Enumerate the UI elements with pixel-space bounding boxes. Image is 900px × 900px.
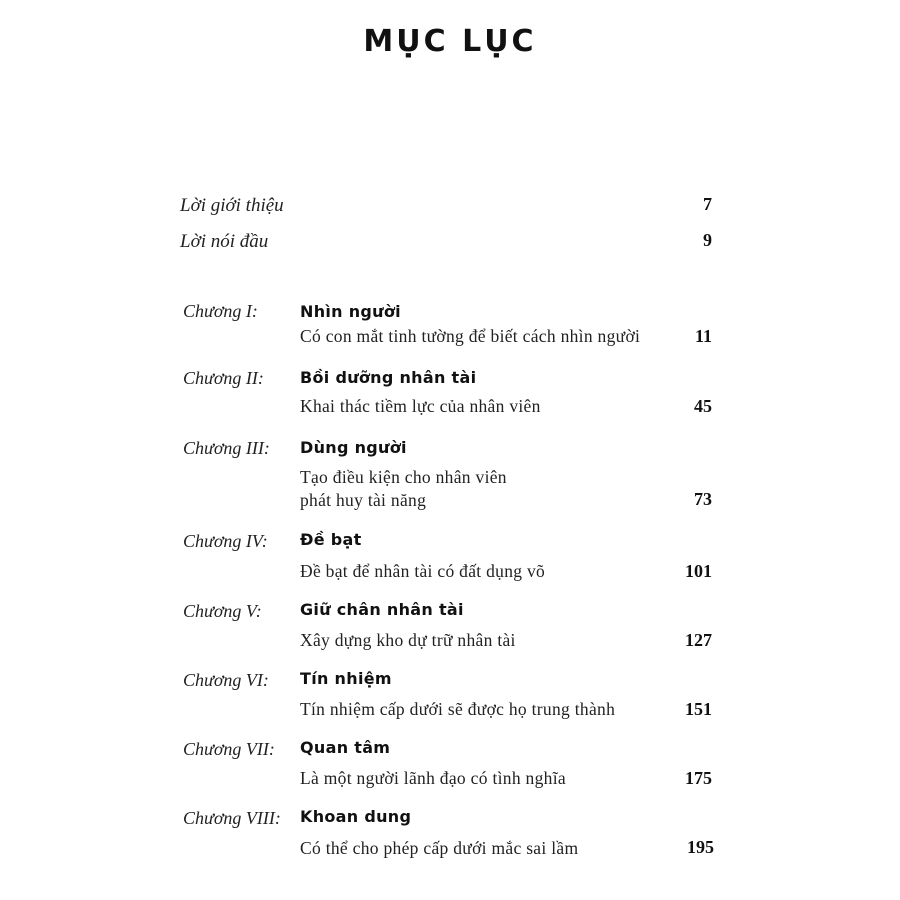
chapter-label: Chương VI: xyxy=(183,670,269,690)
chapter-subtitle: Xây dựng kho dự trữ nhân tài xyxy=(300,630,516,650)
chapter-subtitle: Đề bạt để nhân tài có đất dụng võ xyxy=(300,561,546,581)
chapter-title: Tín nhiệm xyxy=(300,669,392,688)
chapter-title: Khoan dung xyxy=(300,807,412,826)
chapter-title: Dùng người xyxy=(300,438,407,457)
chapter-subtitle: Tạo điều kiện cho nhân viên xyxy=(300,467,507,487)
chapter-title: Giữ chân nhân tài xyxy=(300,600,464,619)
chapter-page-number: 45 xyxy=(694,396,712,416)
chapter-label: Chương I: xyxy=(183,301,258,321)
chapter-subtitle: Khai thác tiềm lực của nhân viên xyxy=(300,396,541,416)
chapter-label: Chương V: xyxy=(183,601,262,621)
chapter-label: Chương VIII: xyxy=(183,808,281,828)
chapter-page-number: 11 xyxy=(694,326,712,346)
chapter-label: Chương VII: xyxy=(183,739,275,759)
chapter-page-number: 195 xyxy=(687,837,714,857)
chapter-label: Chương III: xyxy=(183,438,270,458)
page-title: MỤC LỤC xyxy=(363,24,537,59)
chapter-subtitle: Có con mắt tinh tường để biết cách nhìn người xyxy=(300,326,641,346)
chapter-title: Đề bạt xyxy=(300,530,362,549)
chapter-page-number: 151 xyxy=(685,699,712,719)
front-matter-page-intro: 7 xyxy=(703,194,712,214)
chapter-title: Nhìn người xyxy=(300,302,401,321)
chapter-subtitle: Là một người lãnh đạo có tình nghĩa xyxy=(300,768,566,788)
chapter-subtitle: Có thể cho phép cấp dưới mắc sai lầm xyxy=(300,838,579,858)
chapter-page-number: 127 xyxy=(685,630,712,650)
chapter-page-number: 101 xyxy=(685,561,712,581)
chapter-label: Chương II: xyxy=(183,368,264,388)
chapter-page-number: 175 xyxy=(685,768,712,788)
chapter-title: Quan tâm xyxy=(300,738,391,757)
chapter-page-number: 73 xyxy=(694,489,712,509)
chapter-subtitle: phát huy tài năng xyxy=(300,490,427,510)
chapter-subtitle: Tín nhiệm cấp dưới sẽ được họ trung thành xyxy=(300,699,616,719)
front-matter-label-intro: Lời giới thiệu xyxy=(180,195,284,216)
front-matter-label-preface: Lời nói đầu xyxy=(180,231,269,252)
chapter-label: Chương IV: xyxy=(183,531,268,551)
chapter-title: Bồi dưỡng nhân tài xyxy=(300,368,477,387)
front-matter-page-preface: 9 xyxy=(703,230,712,250)
